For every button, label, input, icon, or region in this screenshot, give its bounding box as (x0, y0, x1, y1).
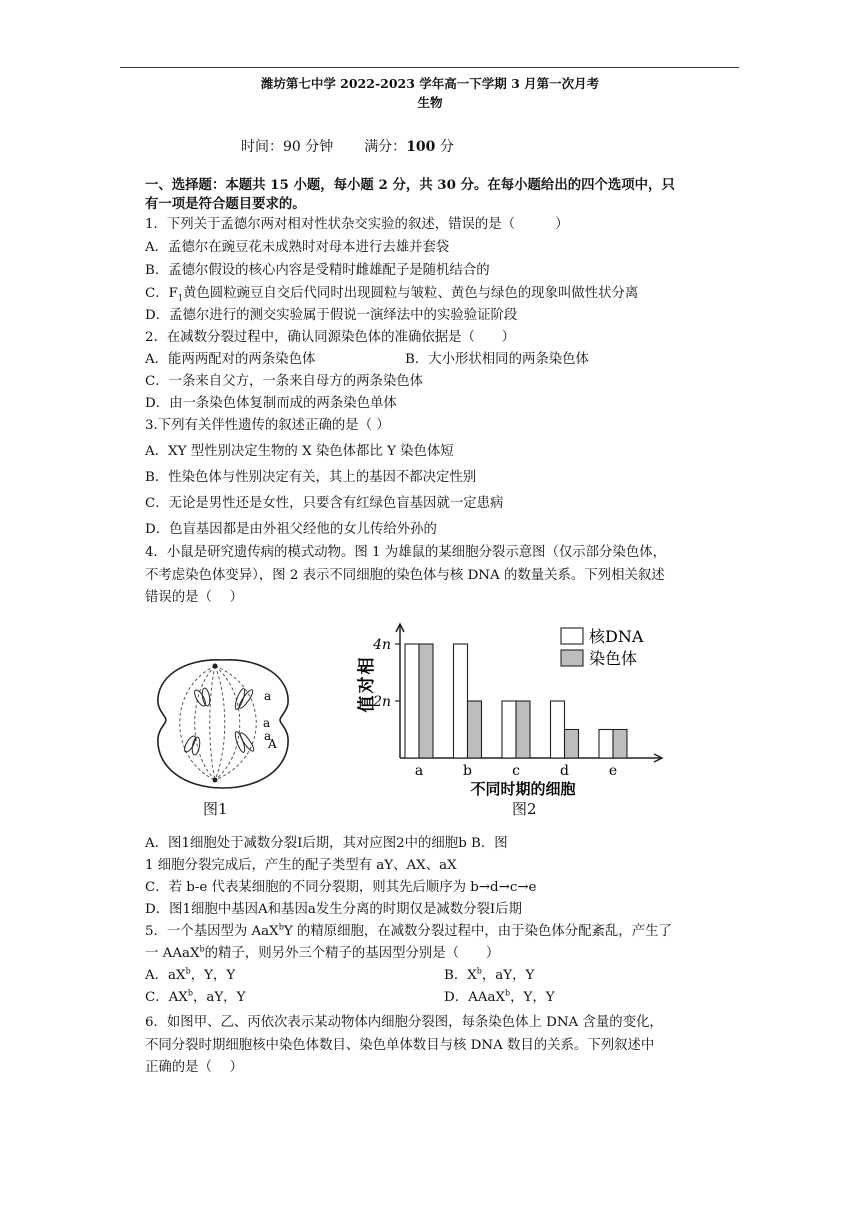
figure-1-caption: 图1 (203, 800, 228, 818)
time-label: 时间： (241, 139, 283, 155)
legend-label-chromosome: 染色体 (589, 649, 638, 668)
q5-d-post: ，Y，Y (510, 990, 555, 1005)
figure-2-caption: 图2 (512, 800, 537, 818)
gene-label-a-2: a (263, 716, 271, 730)
y-axis-label-char: 值 (357, 695, 377, 713)
q5-stem1-pre: 5．一个基因型为 AaX (145, 924, 279, 939)
x-tick-label: d (560, 763, 569, 779)
gene-label-a-1: a (264, 689, 272, 703)
q3-option-d: D．色盲基因都是由外祖父经他的女儿传给外孙的 (145, 522, 437, 537)
bar-dna-e (599, 730, 613, 759)
exam-title: 潍坊第七中学 2022-2023 学年高一下学期 3 月第一次月考 (260, 76, 600, 91)
header-rule (120, 67, 739, 68)
q6-stem-line3: 正确的是（ ） (145, 1060, 243, 1075)
q4-stem-line3: 错误的是（ ） (145, 590, 243, 605)
q1-c-sub: 1 (177, 293, 184, 303)
q2-option-a: A．能两两配对的两条染色体 (145, 352, 316, 367)
q4-option-ab-line2: 1 细胞分裂完成后，产生的配子类型有 aY、AX、aX (145, 858, 457, 873)
exam-subject: 生物 (417, 95, 443, 110)
q5-c-pre: C．AX (145, 990, 188, 1005)
q5-d-sup: b (504, 988, 511, 998)
legend-swatch-dna (561, 628, 583, 644)
q2-option-b: B．大小形状相同的两条染色体 (405, 352, 589, 367)
score-label: 满分： (364, 139, 407, 155)
q3-option-b: B．性染色体与性别决定有关，其上的基因不都决定性别 (145, 470, 477, 485)
q4-stem-line1: 4．小鼠是研究遗传病的模式动物。图 1 为雄鼠的某细胞分裂示意图（仅示部分染色体， (145, 545, 667, 560)
q5-stem-line2 (145, 942, 499, 961)
x-tick-label: a (414, 763, 424, 779)
y-tick-label: 2n (373, 694, 391, 710)
q3-option-c: C．无论是男性还是女性，只要含有红绿色盲基因就一定患病 (145, 496, 504, 511)
q6-stem-line2: 不同分裂时期细胞核中染色体数目、染色单体数目与核 DNA 数目的关系。下列叙述中 (145, 1038, 655, 1053)
q4-option-d: D．图1细胞中基因A和基因a发生分离的时期仅是减数分裂Ⅰ后期 (145, 902, 522, 917)
q5-stem2-pre: 一 AAaX (145, 946, 200, 961)
y-axis-label-char: 相 (357, 657, 377, 675)
y-tick-label: 4n (373, 637, 391, 653)
q5-stem2-post: 的精子，则另外三个精子的基因型分别是（ ） (204, 946, 500, 961)
x-axis-label: 不同时期的细胞 (470, 780, 576, 798)
bar-chromosome-e (613, 730, 627, 759)
q1-stem: 1．下列关于孟德尔两对相对性状杂交实验的叙述，错误的是（ ） (145, 217, 569, 232)
q6-stem-line1: 6．如图甲、乙、丙依次表示某动物体内细胞分裂图，每条染色体上 DNA 含量的变化， (145, 1015, 663, 1030)
time-unit: 分钟 (305, 139, 334, 155)
spindle-fibers (180, 666, 257, 780)
q5-stem1-post: Y 的精原细胞，在减数分裂过程中，由于染色体分配紊乱，产生了 (283, 924, 672, 939)
q1-c-pre: C．F (145, 286, 178, 301)
q5-c-post: ，aY，Y (192, 990, 246, 1005)
legend-label-dna: 核DNA (589, 627, 644, 646)
bar-chromosome-c (516, 701, 530, 758)
q5-option-a (145, 964, 235, 983)
x-tick-label: b (463, 763, 472, 779)
q5-stem2-sup: b (199, 944, 205, 954)
time-value: 90 (283, 139, 301, 155)
q1-c-post: 黄色圆粒豌豆自交后代同时出现圆粒与皱粒、黄色与绿色的现象叫做性状分离 (183, 286, 639, 301)
q1-option-d: D．孟德尔进行的测交实验属于假说一演绎法中的实验验证阶段 (145, 308, 518, 323)
q2-stem: 2．在减数分裂过程中，确认同源染色体的准确依据是（ ） (145, 330, 516, 345)
q5-b-pre: B．X (444, 968, 477, 983)
q5-a-sup: b (185, 966, 191, 976)
q2-option-c: C．一条来自父方，一条来自母方的两条染色体 (145, 374, 424, 389)
q5-option-d (444, 986, 555, 1005)
q5-option-b (444, 964, 534, 983)
q5-option-c (145, 986, 245, 1005)
q5-a-pre: A．aX (145, 968, 186, 983)
score-value: 100 (406, 139, 436, 155)
q5-d-pre: D．AAaX (444, 990, 505, 1005)
q3-stem: 3.下列有关伴性遗传的叙述正确的是（ ） (145, 418, 390, 433)
q5-b-post: ，aY，Y (481, 968, 535, 983)
bar-dna-b (454, 644, 468, 758)
q5-stem1-sup: b (278, 922, 284, 932)
centrosome-top (213, 664, 218, 669)
x-tick-label: e (608, 763, 618, 779)
y-axis-label-char: 对 (357, 676, 377, 694)
gene-label-A: A (268, 737, 277, 751)
gene-label-a-3: a (264, 729, 272, 743)
q2-option-d: D．由一条染色体复制而成的两条染色单体 (145, 396, 397, 411)
q5-stem-line1 (145, 920, 672, 939)
bar-dna-d (551, 701, 565, 758)
figure-1-cell-diagram (148, 648, 298, 818)
q4-option-ab-line1: A．图1细胞处于减数分裂Ⅰ后期，其对应图2中的细胞b B．图 (145, 836, 508, 851)
q1-option-b: B．孟德尔假设的核心内容是受精时雌雄配子是随机结合的 (145, 263, 490, 278)
chromosomes (182, 688, 255, 756)
bar-chromosome-b (468, 701, 482, 758)
bar-chromosome-d (565, 730, 579, 759)
q5-a-post: ，Y，Y (190, 968, 236, 983)
score-unit: 分 (439, 139, 454, 155)
q3-option-a: A．XY 型性别决定生物的 X 染色体都比 Y 染色体短 (145, 444, 454, 459)
x-tick-label: c (512, 763, 520, 779)
bar-dna-c (502, 701, 516, 758)
q5-b-sup: b (476, 966, 482, 976)
time-score-line (241, 136, 454, 156)
q4-stem-line2: 不考虑染色体变异），图 2 表示不同细胞的染色体与核 DNA 的数量关系。下列相关叙述 (145, 568, 665, 583)
bar-chromosome-a (419, 644, 433, 758)
q5-c-sup: b (187, 988, 193, 998)
q1-option-a: A．孟德尔在豌豆花未成熟时对母本进行去雄并套袋 (145, 240, 450, 255)
centrosome-bottom (213, 778, 218, 783)
bar-dna-a (405, 644, 419, 758)
section-title-line1: 一、选择题：本题共 15 小题，每小题 2 分，共 30 分。在每小题给出的四个选项中，只 (145, 177, 675, 193)
legend-swatch-chromosome (561, 650, 583, 666)
chart-legend (561, 627, 644, 668)
q4-option-c: C．若 b-e 代表某细胞的不同分裂期，则其先后顺序为 b→d→c→e (145, 880, 537, 895)
q1-option-c (145, 282, 638, 301)
section-title-line2: 有一项是符合题目要求的。 (145, 196, 306, 212)
figure-2-bar-chart (340, 612, 680, 802)
